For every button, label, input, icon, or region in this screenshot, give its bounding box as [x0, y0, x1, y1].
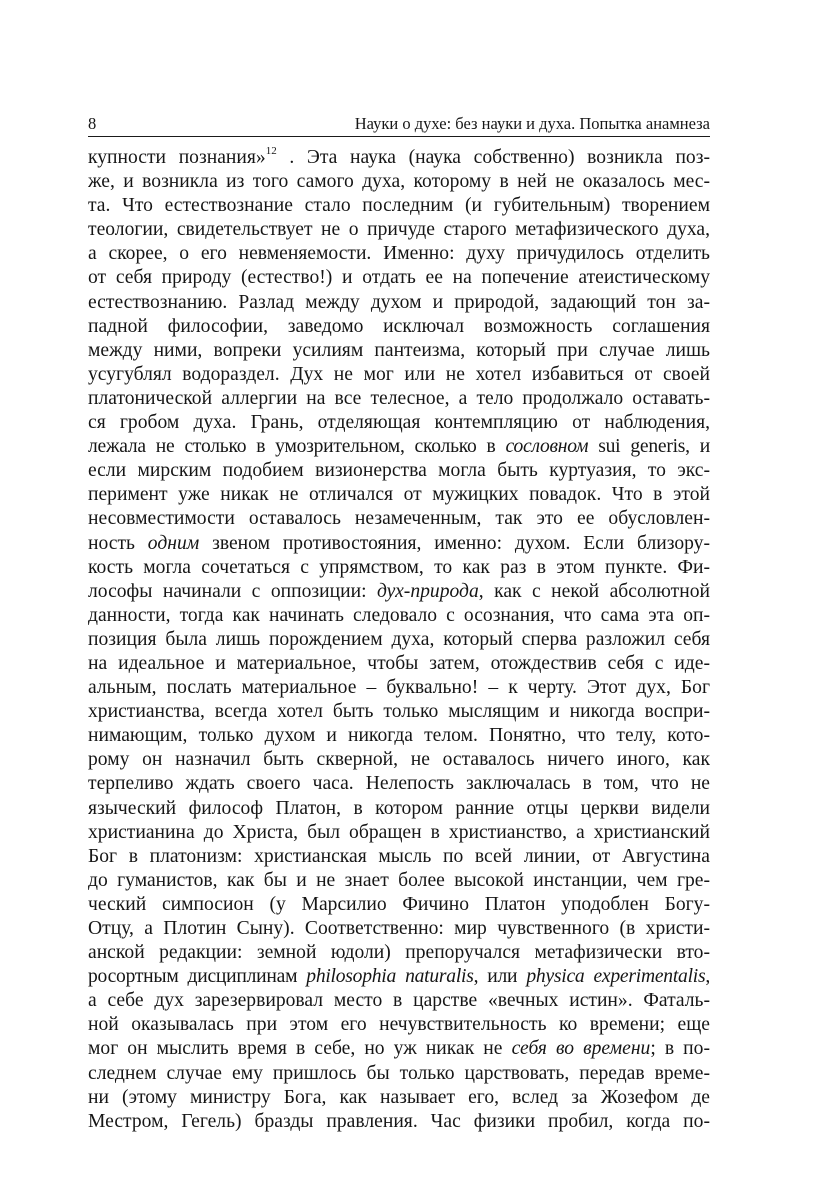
text-line — [88, 339, 710, 363]
line-text: перимент уже никак не отличался от мужицких повадок. Что в этой — [88, 484, 710, 506]
text-line — [88, 724, 710, 748]
text-line — [88, 821, 710, 845]
line-text: ность — [88, 532, 148, 554]
line-text: купности познания» — [88, 147, 266, 168]
text-line — [88, 580, 710, 604]
text-line — [88, 242, 710, 266]
body-text — [88, 146, 710, 1134]
text-line — [88, 797, 710, 821]
line-text: sui generis, и — [588, 436, 710, 458]
line-text: данности, тогда как начинать следовало с осознания, что сама эта оп- — [88, 604, 710, 626]
italic-term: дух-природа — [377, 580, 479, 602]
line-text: . Эта наука (наука собственно) возникла поз- — [276, 147, 710, 168]
text-line — [88, 556, 710, 580]
line-text: следнем случае ему пришлось бы только царствовать, передав време- — [88, 1062, 710, 1084]
text-line — [88, 194, 710, 218]
line-text: лежала не столько в умозрительном, сколько в — [88, 436, 506, 458]
line-text: от себя природу (естество!) и отдать ее на попечение атеистическому — [88, 267, 710, 289]
line-text: Отцу, а Плотин Сыну). Соответственно: мир чувственного (в христи- — [88, 918, 710, 939]
running-title: Науки о духе: без науки и духа. Попытка анамнеза — [354, 114, 710, 133]
line-text: мог он мыслить время в себе, но уж никак не — [88, 1038, 512, 1060]
line-text: естествознанию. Разлад между духом и природой, задающий тон за- — [88, 291, 710, 313]
text-line — [88, 652, 710, 676]
text-line — [88, 989, 710, 1013]
text-line — [88, 507, 710, 531]
line-text: усугублял водораздел. Дух не мог или не хотел избавиться от своей — [88, 363, 710, 385]
line-text: христианства, всегда хотел быть только мыслящим и никогда воспри- — [88, 701, 710, 723]
line-text: если мирским подобием визионерства могла быть куртуазия, то экс- — [88, 460, 710, 482]
text-line — [88, 146, 710, 170]
line-text: , или — [473, 966, 527, 988]
text-line — [88, 435, 710, 459]
line-text: ся гробом духа. Грань, отделяющая контемпляцию от наблюдения, — [88, 412, 710, 434]
text-line — [88, 315, 710, 339]
text-line — [88, 459, 710, 483]
line-text: та. Что естествознание стало последним (и губительным) творением — [88, 195, 710, 217]
running-header — [88, 114, 710, 137]
text-line — [88, 363, 710, 387]
line-text: Местром, Гегель) бразды правления. Час физики пробил, когда по- — [88, 1110, 710, 1132]
line-text: же, и возникла из того самого духа, которому в ней не оказалось мес- — [88, 171, 710, 193]
line-text: лософы начинали с оппозиции: — [88, 580, 377, 602]
page-number: 8 — [88, 114, 97, 133]
text-line — [88, 387, 710, 411]
line-text: Бог в платонизм: христианская мысль по всей линии, от Августина — [88, 845, 710, 867]
line-text: анской редакции: земной юдоли) препоручался метафизически вто- — [88, 942, 710, 964]
line-text: ной оказывалась при этом его нечувствительность ко времени; еще — [88, 1014, 710, 1036]
italic-term: physica experimentalis — [526, 966, 706, 988]
line-text: , — [705, 966, 710, 988]
text-line — [88, 218, 710, 242]
text-line — [88, 266, 710, 290]
text-line — [88, 845, 710, 869]
text-line — [88, 1062, 710, 1086]
line-text: на идеальное и материальное, чтобы затем, отождествив себя с иде- — [88, 652, 710, 674]
italic-term: philosophia naturalis — [306, 966, 474, 988]
text-line — [88, 893, 710, 917]
text-line — [88, 483, 710, 507]
line-text: ; в по- — [650, 1038, 710, 1060]
text-line — [88, 1086, 710, 1110]
line-text: терпеливо ждать своего часа. Нелепость заключалась в том, что не — [88, 773, 710, 795]
text-line — [88, 604, 710, 628]
text-line — [88, 411, 710, 435]
line-text: языческий философ Платон, в котором ранние отцы церкви видели — [88, 797, 710, 819]
line-text: кость могла сочетаться с упрямством, то как раз в этом пункте. Фи- — [88, 556, 710, 578]
line-text: а себе дух зарезервировал место в царстве «вечных истин». Фаталь- — [88, 990, 710, 1012]
text-line — [88, 628, 710, 652]
italic-term: одним — [147, 532, 200, 554]
line-text: теологии, свидетельствует не о причуде старого метафизического духа, — [88, 219, 710, 241]
line-text: до гуманистов, как бы и не знает более высокой инстанции, чем гре- — [88, 869, 710, 891]
text-line — [88, 1013, 710, 1037]
text-line — [88, 170, 710, 194]
text-line — [88, 1110, 710, 1134]
text-line — [88, 941, 710, 965]
line-text: росортным дисциплинам — [88, 966, 307, 988]
line-text: , как с некой абсолютной — [478, 580, 710, 602]
line-text: альным, послать материальное – буквально! – к черту. Этот дух, Бог — [88, 677, 710, 699]
line-text: несовместимости оставалось незамеченным, так это ее обусловлен- — [88, 508, 710, 530]
text-line — [88, 965, 710, 989]
line-text: звеном противостояния, именно: духом. Если близору- — [199, 532, 710, 554]
text-line — [88, 291, 710, 315]
line-text: между ними, вопреки усилиям пантеизма, который при случае лишь — [88, 339, 710, 361]
line-text: падной философии, заведомо исключал возможность соглашения — [88, 315, 710, 337]
text-line — [88, 532, 710, 556]
italic-term: сословном — [505, 436, 589, 458]
line-text: христианина до Христа, был обращен в христианство, а христианский — [88, 821, 710, 843]
text-line — [88, 917, 710, 941]
line-text: нимающим, только духом и никогда телом. Понятно, что телу, кото- — [88, 725, 710, 747]
line-text: рому он назначил быть скверной, не оставалось ничего иного, как — [88, 749, 710, 771]
text-line — [88, 772, 710, 796]
text-line — [88, 748, 710, 772]
text-line — [88, 869, 710, 893]
text-line — [88, 700, 710, 724]
line-text: а скорее, о его невменяемости. Именно: духу причудилось отделить — [88, 243, 710, 265]
line-text: ческий симпосион (у Марсилио Фичино Платон уподоблен Богу- — [88, 893, 710, 915]
line-text: платонической аллергии на все телесное, а тело продолжало оставать- — [88, 387, 710, 409]
footnote-ref[interactable]: 12 — [265, 146, 277, 157]
line-text: позиция была лишь порождением духа, который сперва разложил себя — [88, 628, 710, 650]
line-text: ни (этому министру Бога, как называет его, вслед за Жозефом де — [88, 1086, 710, 1108]
text-line — [88, 676, 710, 700]
text-line — [88, 1037, 710, 1061]
italic-term: себя во времени — [511, 1038, 651, 1060]
